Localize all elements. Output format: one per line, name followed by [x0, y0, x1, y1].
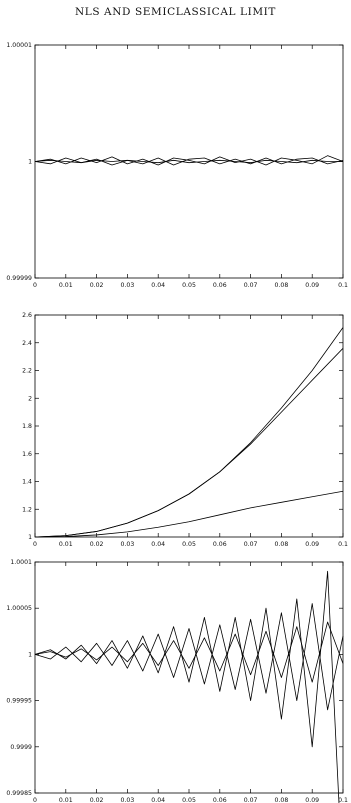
x-tick-label: 0.08 — [274, 797, 289, 803]
series-line-1 — [35, 327, 343, 537]
x-tick-label: 0.04 — [151, 797, 166, 803]
x-tick-label: 0.1 — [338, 541, 348, 548]
series-line-3 — [35, 622, 343, 682]
x-tick-label: 0.02 — [89, 797, 104, 803]
x-tick-label: 0.06 — [212, 797, 227, 803]
y-tick-label: 2.2 — [22, 367, 32, 375]
page-header: NLS AND SEMICLASSICAL LIMIT — [74, 6, 277, 18]
x-tick-label: 0.09 — [305, 797, 320, 803]
y-tick-label: 1 — [28, 158, 32, 166]
y-tick-label: 1 — [28, 534, 32, 541]
x-tick-label: 0.04 — [151, 541, 166, 548]
chart-1 — [6, 42, 348, 289]
x-tick-label: 0.01 — [58, 541, 73, 548]
x-tick-label: 0.09 — [305, 282, 320, 289]
x-tick-label: 0.09 — [305, 541, 320, 548]
y-tick-label: 0.99985 — [6, 790, 32, 797]
y-tick-label: 0.99995 — [6, 697, 32, 705]
x-tick-label: 0.08 — [274, 282, 289, 289]
x-tick-label: 0.02 — [89, 541, 104, 548]
y-tick-label: 1.00001 — [6, 42, 32, 49]
y-tick-label: 1 — [28, 651, 32, 659]
chart-2 — [22, 312, 348, 548]
x-tick-label: 0.01 — [58, 797, 73, 803]
y-tick-label: 0.9999 — [10, 743, 32, 751]
y-tick-label: 1.00005 — [6, 605, 32, 613]
y-tick-label: 1.8 — [22, 423, 32, 430]
series-line-1 — [35, 571, 343, 803]
series-line-3 — [35, 491, 343, 537]
y-tick-label: 2.6 — [22, 312, 32, 319]
x-tick-label: 0 — [33, 541, 37, 548]
x-tick-label: 0.07 — [243, 541, 258, 548]
x-tick-label: 0 — [33, 797, 37, 803]
plot-frame — [35, 45, 343, 278]
y-tick-label: 1.4 — [22, 478, 32, 486]
y-tick-label: 2.4 — [22, 339, 32, 347]
y-tick-label: 1.0001 — [10, 559, 32, 566]
y-tick-label: 1.6 — [22, 450, 32, 458]
x-tick-label: 0.02 — [89, 282, 104, 289]
x-tick-label: 0.03 — [120, 797, 135, 803]
x-tick-label: 0.06 — [212, 541, 227, 548]
x-tick-label: 0.03 — [120, 282, 135, 289]
series-line-2 — [35, 604, 343, 710]
plot-frame — [35, 315, 343, 537]
x-tick-label: 0.05 — [182, 282, 196, 289]
x-tick-label: 0.1 — [338, 282, 348, 289]
series-line-1 — [35, 156, 343, 165]
x-tick-label: 0.04 — [151, 282, 166, 289]
x-tick-label: 0.05 — [182, 541, 196, 548]
x-tick-label: 0.07 — [243, 797, 258, 803]
x-tick-label: 0.05 — [182, 797, 196, 803]
x-tick-label: 0 — [33, 282, 37, 289]
y-tick-label: 2 — [28, 395, 32, 403]
series-line-2 — [35, 158, 343, 165]
plot-frame — [35, 562, 343, 793]
series-line-2 — [35, 348, 343, 537]
x-tick-label: 0.08 — [274, 541, 289, 548]
x-tick-label: 0.03 — [120, 541, 135, 548]
chart-3 — [6, 559, 348, 803]
x-tick-label: 0.06 — [212, 282, 227, 289]
x-tick-label: 0.01 — [58, 282, 73, 289]
y-tick-label: 0.99999 — [6, 275, 32, 282]
x-tick-label: 0.07 — [243, 282, 258, 289]
y-tick-label: 1.2 — [22, 506, 32, 514]
x-tick-label: 0.1 — [338, 797, 348, 803]
